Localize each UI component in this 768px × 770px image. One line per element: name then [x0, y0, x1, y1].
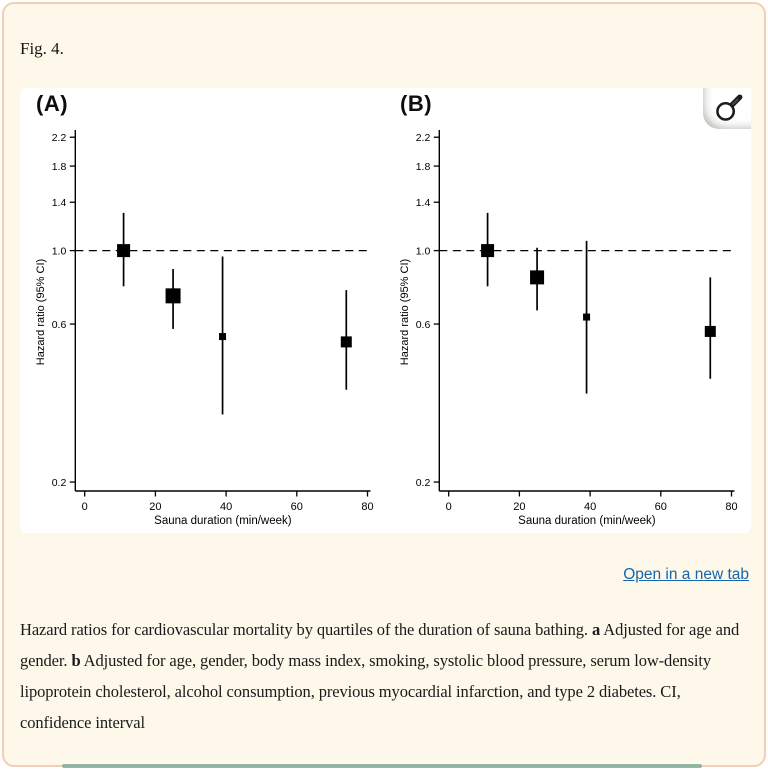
figure-image[interactable]	[20, 88, 751, 533]
panel-b-chart	[384, 88, 749, 533]
svg-text:1.8: 1.8	[51, 160, 67, 173]
svg-text:20: 20	[513, 501, 526, 513]
caption-text-3: Adjusted for age, gender, body mass index, smoking, systolic blood pressure, serum low-density lipoprotein cholesterol, alcohol consumption, previous myocardial infarction, and type 2 diabetes. CI, confidence interval	[20, 651, 712, 732]
svg-text:80: 80	[361, 501, 374, 513]
svg-text:Sauna duration (min/week): Sauna duration (min/week)	[154, 515, 292, 527]
svg-text:20: 20	[149, 501, 162, 513]
svg-text:60: 60	[654, 501, 667, 513]
svg-text:0.2: 0.2	[51, 476, 67, 489]
magnifier-icon	[708, 91, 746, 127]
svg-text:Hazard ratio (95% CI): Hazard ratio (95% CI)	[399, 258, 411, 366]
section-divider	[62, 764, 702, 768]
svg-text:Hazard ratio (95% CI): Hazard ratio (95% CI)	[35, 258, 47, 366]
caption-bold-a: a	[591, 620, 601, 639]
svg-text:40: 40	[219, 501, 233, 513]
svg-text:0: 0	[445, 501, 452, 513]
svg-text:80: 80	[725, 501, 738, 513]
svg-text:1.8: 1.8	[415, 160, 431, 173]
svg-text:1.0: 1.0	[415, 245, 431, 258]
figure-card	[2, 2, 766, 767]
open-in-new-tab-link[interactable]: Open in a new tab	[623, 566, 749, 583]
panel-a-label: (A)	[36, 91, 69, 116]
svg-text:1.4: 1.4	[415, 197, 431, 210]
panel-a-chart	[20, 88, 385, 533]
zoom-figure-button[interactable]	[703, 88, 751, 129]
svg-text:1.0: 1.0	[51, 245, 67, 258]
svg-text:2.2: 2.2	[51, 132, 67, 145]
panel-b-label: (B)	[400, 91, 433, 116]
svg-text:0.2: 0.2	[415, 476, 431, 489]
svg-text:40: 40	[583, 501, 597, 513]
caption-text-2: Adjusted for age and gender.	[20, 620, 740, 670]
caption-text-1: Hazard ratios for cardiovascular mortality by quartiles of the duration of sauna bathing.	[20, 620, 592, 639]
figure-label: Fig. 4.	[20, 39, 64, 58]
svg-text:Sauna duration (min/week): Sauna duration (min/week)	[518, 515, 656, 527]
svg-text:0.6: 0.6	[51, 318, 67, 331]
caption-bold-b: b	[71, 651, 81, 670]
svg-text:1.4: 1.4	[51, 197, 67, 210]
svg-text:60: 60	[290, 501, 303, 513]
svg-text:2.2: 2.2	[415, 132, 431, 145]
figure-caption	[20, 614, 750, 738]
svg-text:0.6: 0.6	[415, 318, 431, 331]
svg-text:0: 0	[81, 501, 88, 513]
